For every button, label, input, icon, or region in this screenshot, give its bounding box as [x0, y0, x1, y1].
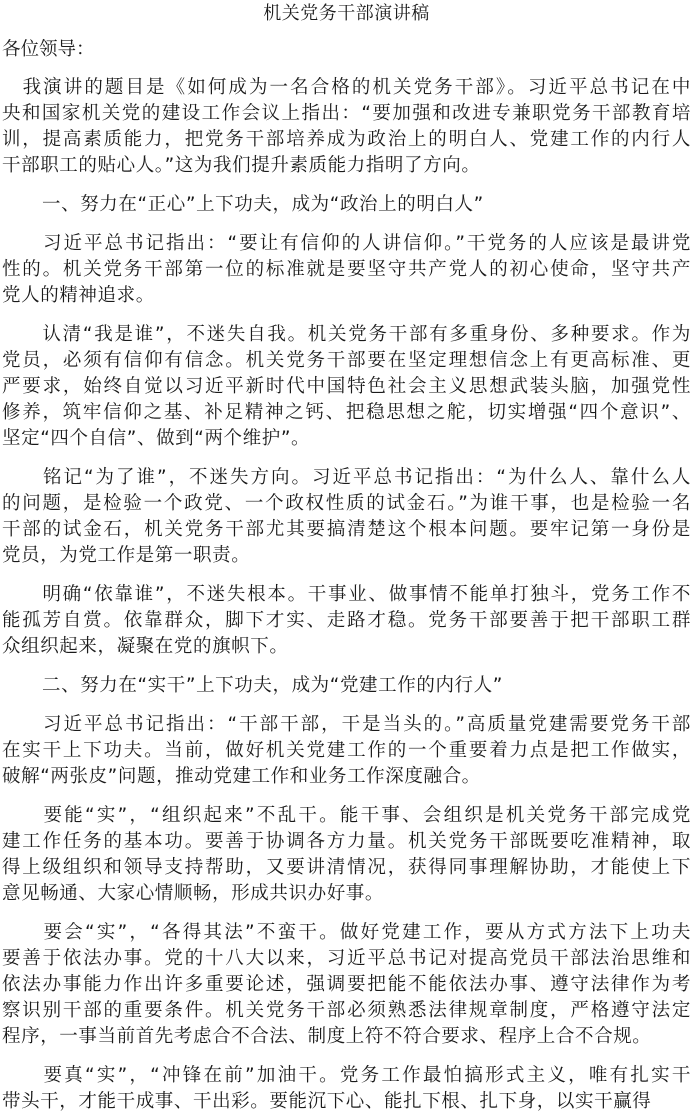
paragraph-gap	[0, 569, 693, 582]
paragraph-line: 众组织起来，凝聚在党的旗帜下。	[2, 636, 289, 657]
paragraph	[0, 465, 693, 569]
paragraph-gap	[0, 179, 693, 192]
paragraph-line: 察识别干部的重要条件。机关党务干部必须熟悉法律规章制度，严格遵守法定	[2, 1000, 691, 1021]
paragraph	[0, 803, 693, 907]
paragraph-gap	[0, 907, 693, 920]
paragraph-line: 意见畅通、大家心情顺畅，形成共识办好事。	[2, 883, 385, 904]
paragraph	[0, 920, 693, 1050]
paragraph-gap	[0, 309, 693, 322]
paragraph-line: 我演讲的题目是《如何成为一名合格的机关党务干部》。习近平总书记在中	[2, 77, 691, 98]
paragraph-line: 认清“我是谁”，不迷失自我。机关党务干部有多重身份、多种要求。作为	[2, 324, 691, 345]
paragraph-line: 严要求，始终自觉以习近平新时代中国特色社会主义思想武装头脑，加强党性	[2, 376, 691, 397]
paragraph-line: 干部的试金石，机关党务干部尤其要搞清楚这个根本问题。要牢记第一身份是	[2, 519, 691, 540]
paragraph-gap	[0, 65, 693, 75]
paragraph-line: 党人的精神追求。	[2, 285, 155, 306]
paragraph-line: 要能“实”，“组织起来”不乱干。能干事、会组织是机关党务干部完成党	[2, 805, 691, 826]
paragraph	[0, 712, 693, 790]
paragraph-gap	[0, 699, 693, 712]
paragraph-line: 破解“两张皮”问题，推动党建工作和业务工作深度融合。	[2, 766, 481, 787]
paragraph-line: 能孤芳自赏。依靠群众，脚下才实、走路才稳。党务干部要善于把干部职工群	[2, 610, 691, 631]
paragraph-line: 修养，筑牢信仰之基、补足精神之钙、把稳思想之舵，切实增强“四个意识”、	[2, 402, 691, 423]
document-title: 机关党务干部演讲稿	[263, 3, 430, 24]
paragraph	[0, 322, 693, 452]
paragraph-gap	[0, 790, 693, 803]
paragraph-line: 习近平总书记指出：“干部干部，干是当头的。”高质量党建需要党务干部	[2, 714, 691, 735]
paragraph-line: 带头干，才能干成事、干出彩。要能沉下心、能扎下根、扎下身，以实干赢得	[2, 1091, 652, 1112]
paragraph-line: 依法办事能力作出许多重要论述，强调要把能不能依法办事、遵守法律作为考	[2, 974, 691, 995]
paragraph-line: 央和国家机关党的建设工作会议上指出：“要加强和改进专兼职党务干部教育培	[2, 103, 691, 124]
paragraph-line: 训，提高素质能力，把党务干部培养成为政治上的明白人、党建工作的内行人	[2, 129, 691, 150]
paragraph-line: 得上级组织和领导支持帮助，又要讲清情况，获得同事理解协助，才能使上下	[2, 857, 691, 878]
paragraph	[0, 1063, 693, 1115]
paragraph-line: 的问题，是检验一个政党、一个政权性质的试金石。”为谁干事，也是检验一名	[2, 493, 691, 514]
paragraph-gap	[0, 1050, 693, 1063]
paragraph-line: 铭记“为了谁”，不迷失方向。习近平总书记指出：“为什么人、靠什么人	[2, 467, 691, 488]
paragraph-gap	[0, 218, 693, 231]
paragraph-line: 建工作任务的基本功。要善于协调各方力量。机关党务干部既要吃准精神，取	[2, 831, 691, 852]
paragraph-line: 要会“实”，“各得其法”不蛮干。做好党建工作，要从方式方法下上功夫	[2, 922, 691, 943]
paragraph-gap	[0, 452, 693, 465]
section-heading: 二、努力在“实干”上下功夫，成为“党建工作的内行人”	[42, 675, 503, 696]
paragraph-line: 党员，必须有信仰有信念。机关党务干部要在坚定理想信念上有更高标准、更	[2, 350, 691, 371]
paragraph-line: 要真“实”，“冲锋在前”加油干。党务工作最怕搞形式主义，唯有扎实干	[2, 1065, 691, 1086]
salutation: 各位领导：	[2, 39, 95, 60]
paragraph-line: 性的。机关党务干部第一位的标准就是要坚守共产党人的初心使命，坚守共产	[2, 259, 691, 280]
section-heading: 一、努力在“正心”上下功夫，成为“政治上的明白人”	[42, 194, 484, 215]
paragraph	[0, 231, 693, 309]
paragraph-line: 明确“依靠谁”，不迷失根本。干事业、做事情不能单打独斗，党务工作不	[2, 584, 691, 605]
paragraph-line: 程序，一事当前首先考虑合不合法、制度上符不符合要求、程序上合不合规。	[2, 1026, 652, 1047]
paragraph-line: 在实干上下功夫。当前，做好机关党建工作的一个重要着力点是把工作做实，	[2, 740, 691, 761]
paragraph-line: 坚定“四个自信”、做到“两个维护”。	[2, 428, 311, 449]
paragraph-line: 党员，为党工作是第一职责。	[2, 545, 251, 566]
paragraph-line: 干部职工的贴心人。”这为我们提升素质能力指明了方向。	[2, 155, 481, 176]
paragraph-line: 习近平总书记指出：“要让有信仰的人讲信仰。”干党务的人应该是最讲党	[2, 233, 691, 254]
document-body	[0, 65, 693, 1115]
paragraph-gap	[0, 660, 693, 673]
paragraph-line: 要善于依法办事。党的十八大以来，习近平总书记对提高党员干部法治思维和	[2, 948, 691, 969]
paragraph	[0, 582, 693, 660]
paragraph	[0, 75, 693, 179]
